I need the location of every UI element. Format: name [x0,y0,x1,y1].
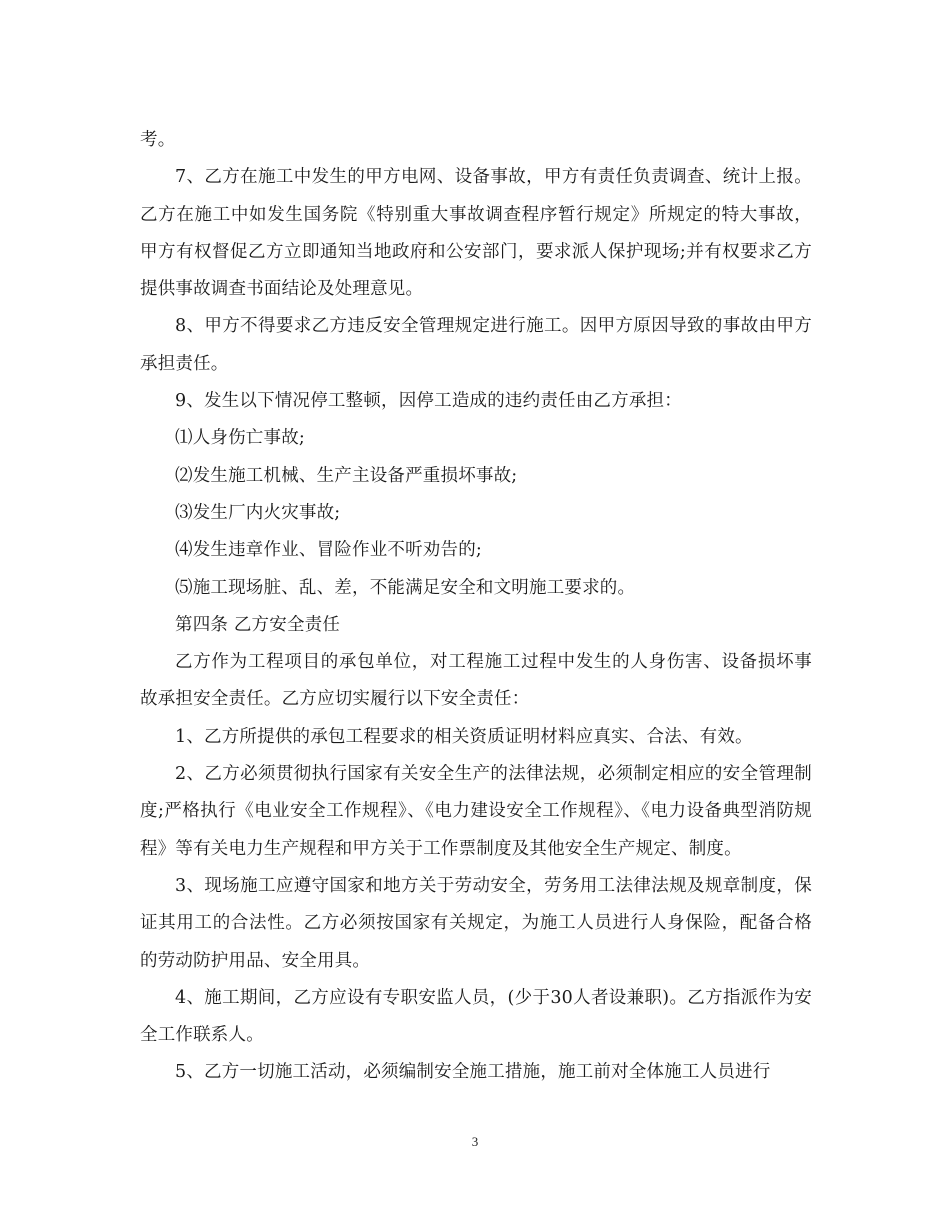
paragraph: 乙方作为工程项目的承包单位，对工程施工过程中发生的人身伤害、设备损坏事故承担安全责任。乙方应切实履行以下安全责任： [140,652,812,710]
paragraph: 考。 [140,130,176,150]
paragraph: 8、甲方不得要求乙方违反安全管理规定进行施工。因甲方原因导致的事故由甲方承担责任。 [140,316,812,374]
paragraph: 7、乙方在施工中发生的甲方电网、设备事故，甲方有责任负责调查、统计上报。乙方在施工中如发生国务院《特别重大事故调查程序暂行规定》所规定的特大事故，甲方有权督促乙方立即通知当地政府和公安部门，要求派人保护现场;并有权要求乙方提供事故调查书面结论及处理意见。 [140,167,812,300]
list-item: ⑸施工现场脏、乱、差，不能满足安全和文明施工要求的。 [175,577,636,598]
list-item: ⑷发生违章作业、冒险作业不听劝告的; [175,540,482,561]
section-heading: 第四条 乙方安全责任 [175,614,341,635]
page-number: 3 [471,1134,479,1149]
list-item: ⑴人身伤亡事故; [175,428,305,449]
paragraph: 5、乙方一切施工活动，必须编制安全施工措施，施工前对全体施工人员进行 [175,1062,771,1083]
list-item: ⑶发生厂内火灾事故; [175,502,341,523]
paragraph: 1、乙方所提供的承包工程要求的相关资质证明材料应真实、合法、有效。 [175,726,753,747]
paragraph: 2、乙方必须贯彻执行国家有关安全生产的法律法规，必须制定相应的安全管理制度;严格执行《电业安全工作规程》、《电力建设安全工作规程》、《电力设备典型消防规程》等有关电力生产规程和甲方关于工作票制度及其他安全生产规定、制度。 [140,764,812,859]
paragraph: 3、现场施工应遵守国家和地方关于劳动安全，劳务用工法律法规及规章制度，保证其用工的合法性。乙方必须按国家有关规定，为施工人员进行人身保险，配备合格的劳动防护用品、安全用具。 [140,875,812,971]
list-item: ⑵发生施工机械、生产主设备严重损坏事故; [175,465,518,486]
paragraph: 9、发生以下情况停工整顿，因停工造成的违约责任由乙方承担： [175,391,682,412]
paragraph: 4、施工期间，乙方应设有专职安监人员，(少于30人者设兼职)。乙方指派作为安全工作联系人。 [140,987,812,1046]
document-body [140,122,812,1092]
